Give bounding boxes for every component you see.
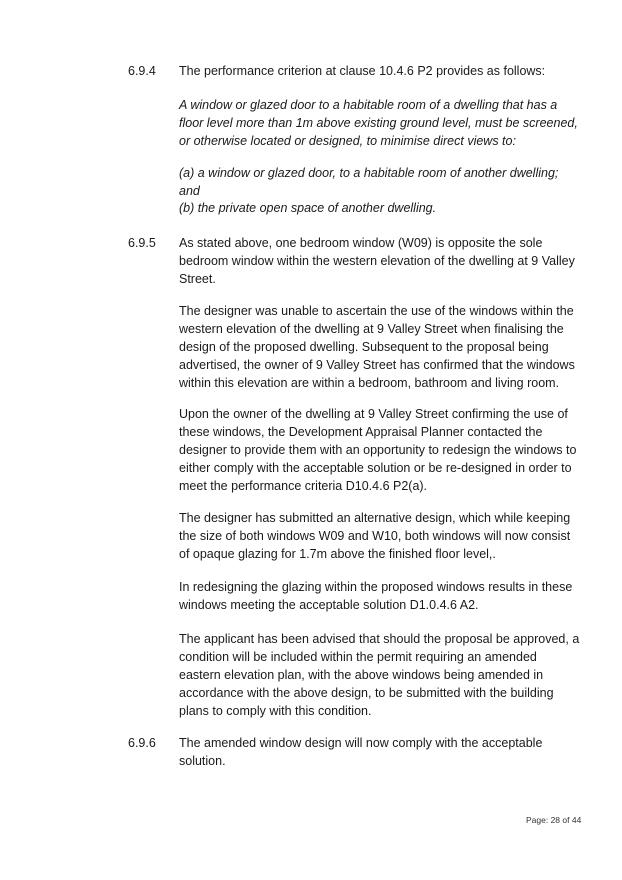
quoted-criterion: A window or glazed door to a habitable room of a dwelling that has a floor level more than 1m above existing ground level, must be screened, or otherwise located or designed, to minimise direct views to:	[179, 98, 578, 148]
paragraph: The applicant has been advised that should the proposal be approved, a condition will be included within the permit requiring an amended eastern elevation plan, with the above windows being amended in accordance with the above design, to be submitted with the building plans to comply with this condition.	[179, 632, 580, 718]
paragraph: In redesigning the glazing within the proposed windows results in these windows meeting the acceptable solution D1.0.4.6 A2.	[179, 580, 573, 612]
section-number: 6.9.5	[128, 236, 156, 250]
paragraph: The designer has submitted an alternative design, which while keeping the size of both windows W09 and W10, both windows will now consist of opaque glazing for 1.7m above the finished floor level,.	[179, 511, 571, 561]
section-number: 6.9.4	[128, 64, 156, 78]
criterion-item-b: (b) the private open space of another dwelling.	[179, 201, 437, 215]
paragraph: The designer was unable to ascertain the use of the windows within the western elevation of the dwelling at 9 Valley Street when finalising the design of the proposed dwelling. Subsequent to the proposal being advertised, the owner of 9 Valley Street has confirmed that the windows within this elevation are within a bedroom, bathroom and living room.	[179, 304, 575, 390]
paragraph: As stated above, one bedroom window (W09) is opposite the sole bedroom window within the western elevation of the dwelling at 9 Valley Street.	[179, 236, 575, 286]
paragraph: The performance criterion at clause 10.4.6 P2 provides as follows:	[179, 64, 546, 78]
criterion-item-a: (a) a window or glazed door, to a habitable room of another dwelling; and	[179, 166, 559, 198]
page-number: Page: 28 of 44	[526, 815, 582, 825]
paragraph: The amended window design will now comply with the acceptable solution.	[179, 736, 543, 768]
section-number: 6.9.6	[128, 736, 156, 750]
paragraph: Upon the owner of the dwelling at 9 Valley Street confirming the use of these windows, the Development Appraisal Planner contacted the designer to provide them with an opportunity to redesign the windows to either comply with the acceptable solution or be re-designed in order to meet the performance criteria D10.4.6 P2(a).	[179, 407, 577, 493]
